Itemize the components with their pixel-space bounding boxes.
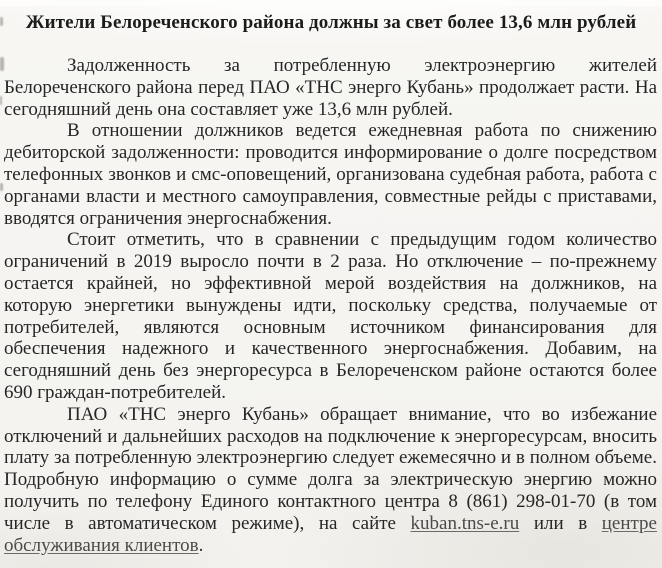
scan-smudge [0, 183, 3, 191]
scan-smudge [0, 96, 2, 105]
scan-smudge [0, 57, 4, 71]
site-link[interactable]: kuban.tns-e.ru [410, 512, 520, 534]
paragraph-debt-measures: В отношении должников ведется ежедневная работа по снижению дебиторской задолженности: проводится информирование о долге посредством телефонных звонков и смс-оповещений, организована судебная работа, работа с органами власти и местного самоуправления, совместные рейды с приставами, вводятся ограничения энергоснабжения. [4, 120, 657, 229]
paragraph-payment-info-text: ПАО «ТНС энерго Кубань» обращает внимание, что во избежание отключений и дальнейших расходов на подключение к энергоресурсам, вносить плату за потребленную электроэнергию следует ежемесячно и в полном объеме. Подробную информацию о сумме долга за электрическую энергию можно получить по телефону Единого контактного центра 8 (861) 298-01-70 (в том числе в автоматическом режиме), на сайте [4, 403, 657, 534]
document-title: Жители Белореченского района должны за свет более 13,6 млн рублей [25, 12, 637, 33]
paragraph-payment-info-period: . [198, 534, 204, 556]
scan-edge-light-band [0, 0, 662, 6]
scan-smudge [0, 17, 3, 26]
paragraph-debt-total: Задолженность за потребленную электроэнергию жителей Белореченского района перед ПАО «ТНС энерго Кубань» продолжает расти. На сегодняшний день она составляет уже 13,6 млн рублей. [4, 55, 657, 120]
service-center-link[interactable]: центре обслуживания клиентов [4, 512, 657, 556]
paragraph-payment-info-connector: или в [519, 512, 602, 534]
paragraph-payment-info [4, 404, 657, 557]
document-body [4, 55, 657, 556]
paragraph-restrictions-2019: Стоит отметить, что в сравнении с предыдущим годом количество ограничений в 2019 выросло почти в 2 раза. Но отключение – по-прежнему остается крайней, но эффективной мерой воздействия на должников, на которую энергетики вынуждены идти, поскольку средства, получаемые от потребителей, являются основным источником финансирования для обеспечения надежного и качественного энергоснабжения. Добавим, на сегодняшний день без энергоресурса в Белореченском районе остаются более 690 граждан-потребителей. [4, 229, 657, 403]
